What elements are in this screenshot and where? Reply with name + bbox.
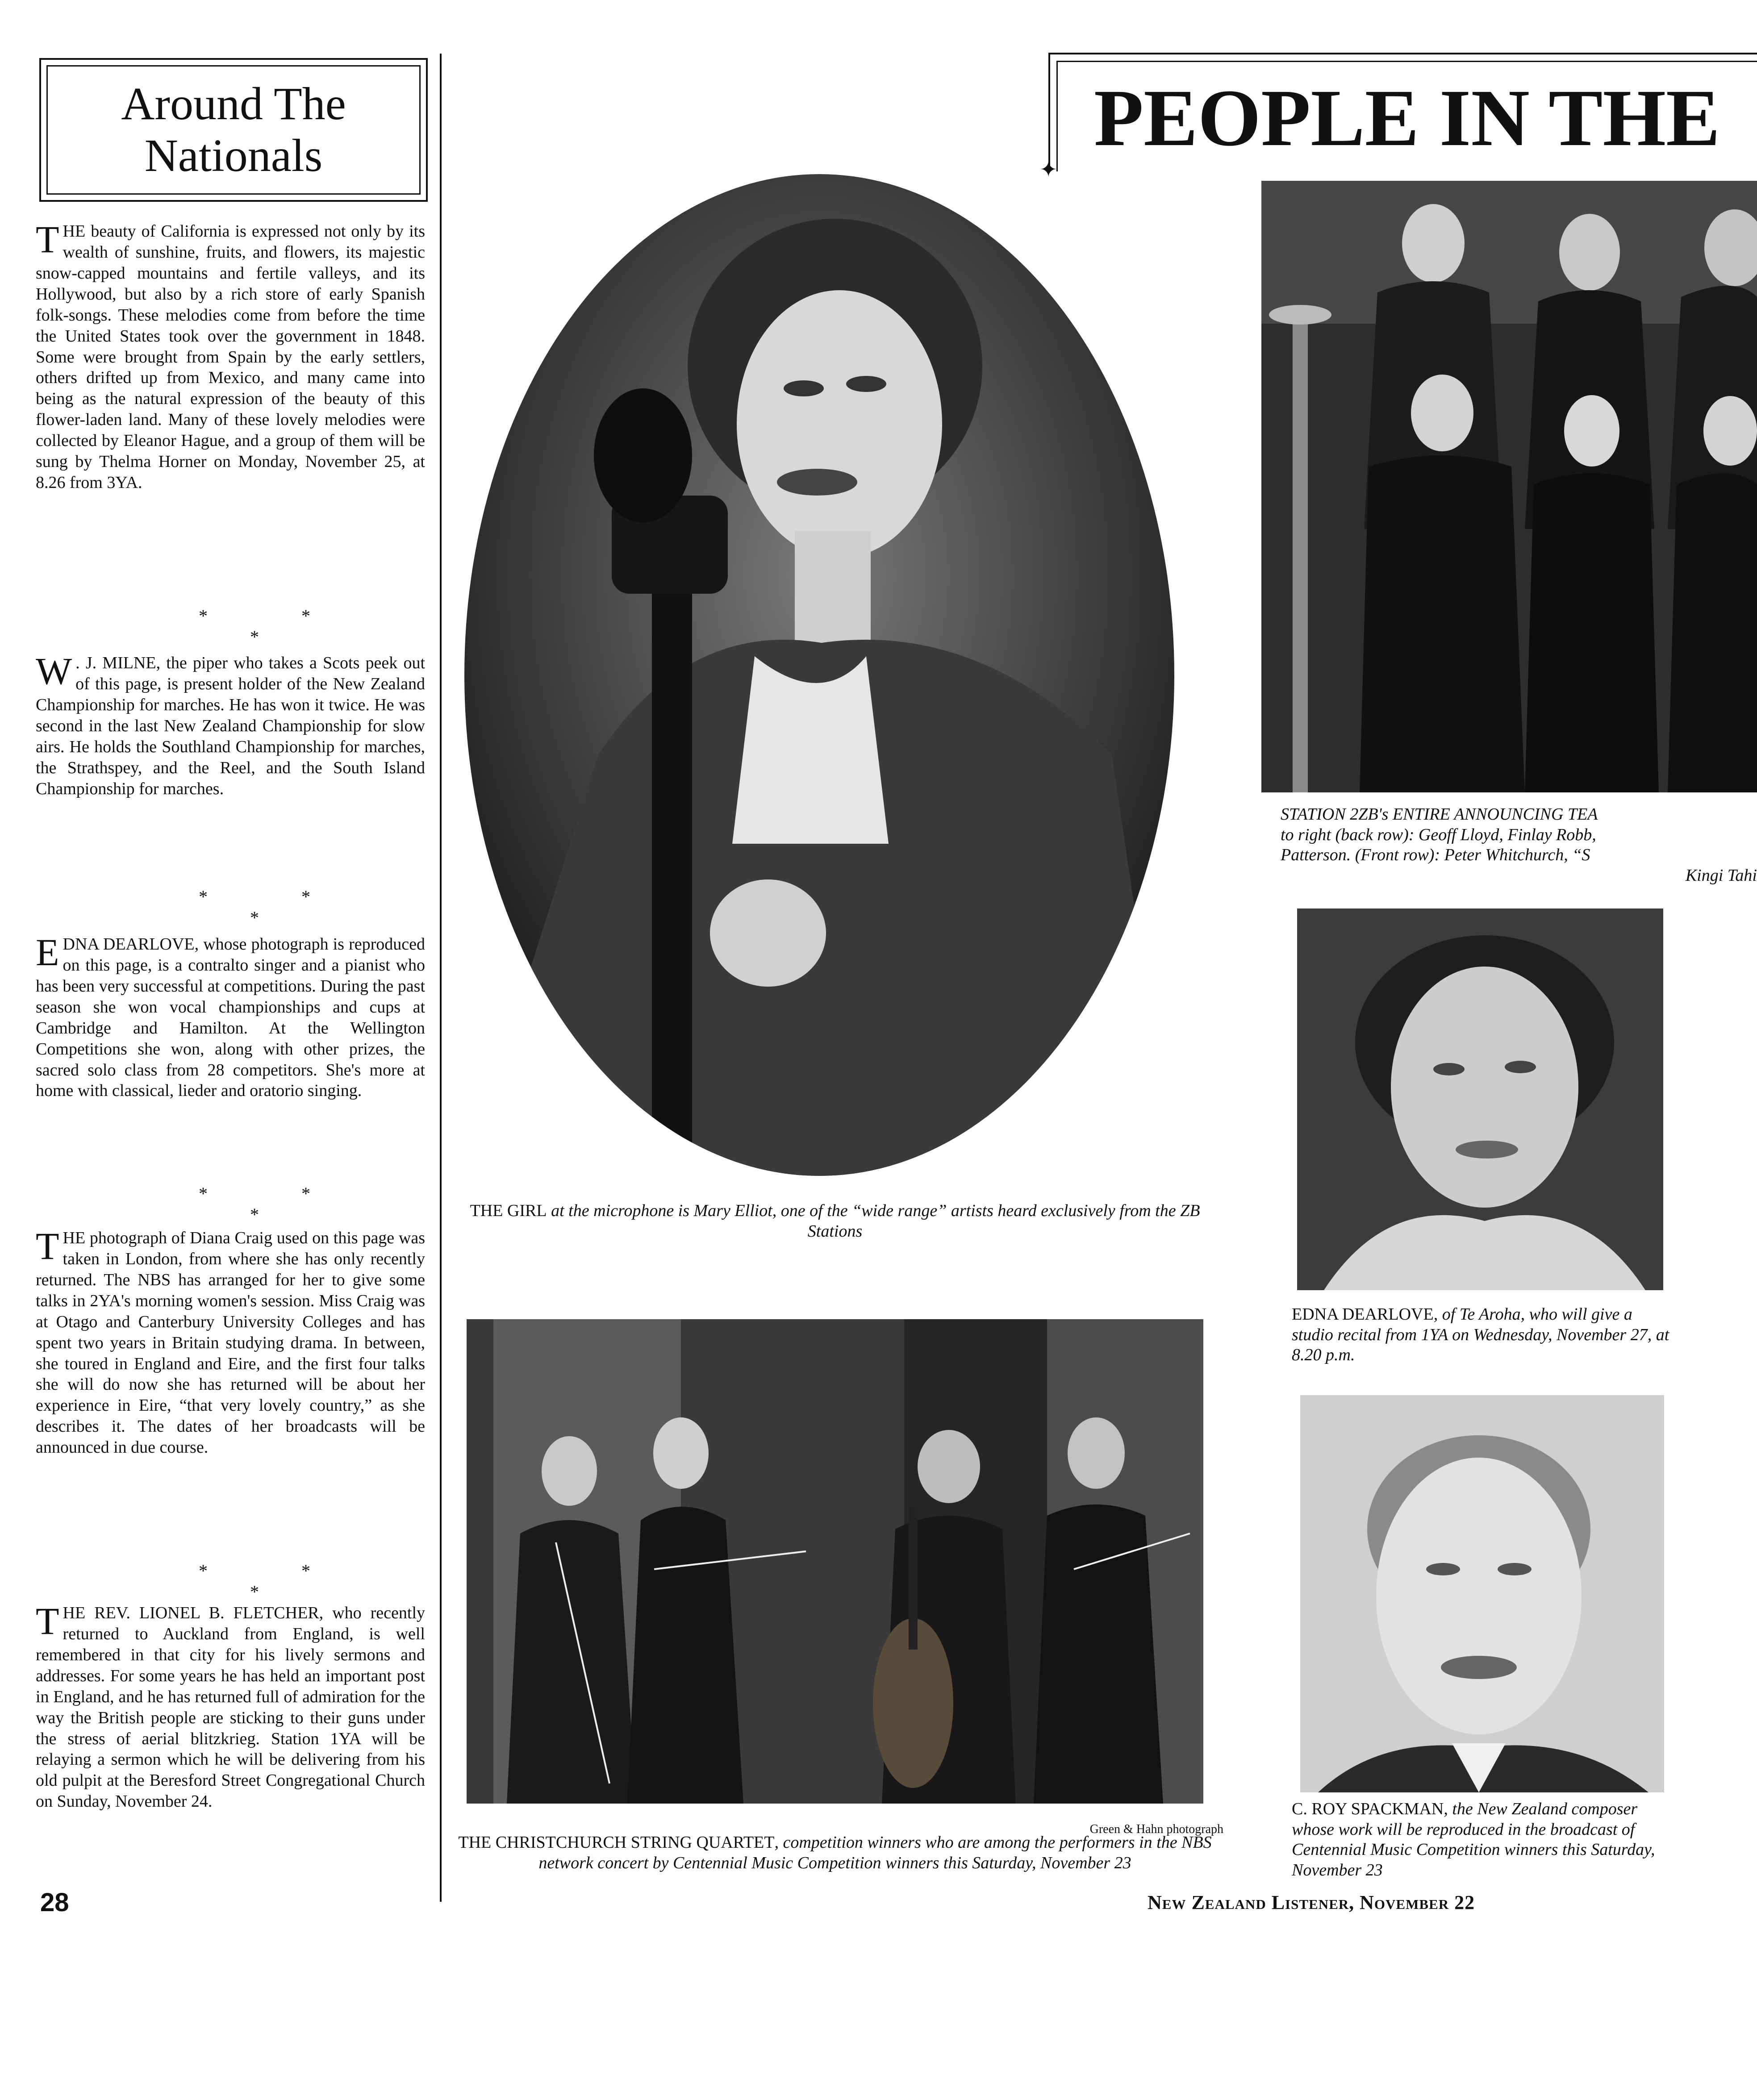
- article-california: THE beauty of California is expressed not only by its wealth of sunshine, fruits, and flowers, its majestic snow-capped mountains and fertile valleys, and its Hollywood, but also by a rich store of early Spanish folk-songs. These melodies come from before the time the United States took over the government in 1848. Some were brought from Spain by the early settlers, others drifted up from Mexico, and many came into being as the natural expression of the beauty of this flower-laden land. Many of these lovely melodies were collected by Eleanor Hague, and a group of them will be sung by Thelma Horner on Monday, November 25, at 8.26 from 3YA.: [36, 218, 425, 492]
- caption-string-quartet: THE CHRISTCHURCH STRING QUARTET, competition winners who are among the performers in the NBS network concert by Centennial Music Competition winners this Saturday, November 23: [458, 1833, 1212, 1872]
- drop-cap: E: [36, 931, 59, 974]
- drop-cap: T: [36, 1600, 59, 1642]
- photo-string-quartet: [467, 1319, 1203, 1804]
- section-separator: * * *: [199, 887, 355, 928]
- article-craig: THE photograph of Diana Craig used on this page was taken in London, from where she has only recently returned. The NBS has arranged for her to give some talks in 2YA's morning women's session. Miss Craig was at Otago and Canterbury University Colleges and has spent two years in Britain studying drama. In between, she toured in England and Eire, and the first four talks she will do now she has returned will be about her experience in Eire, “that very lovely country,” as she describes it. The dates of her broadcasts will be announced in due course.: [36, 1225, 425, 1457]
- column-title-box: [39, 58, 428, 202]
- section-separator: * * *: [199, 606, 355, 647]
- article-fletcher: THE REV. LIONEL B. FLETCHER, who recently returned to Auckland from England, is well remembered in that city for his lively sermons and addresses. For some years he has held an important post in England, and he has returned full of admiration for the way the British people are sticking to their guns under the stress of aerial blitzkrieg. Station 1YA will be relaying a sermon which he will be delivering from his old pulpit at the Beresford Street Congregational Church on Sunday, November 24.: [36, 1600, 425, 1811]
- drop-cap: T: [36, 1225, 59, 1267]
- caption-roy-spackman: C. ROY SPACKMAN, the New Zealand composer whose work will be reproduced in the broadcast of Centennial Music Competition winners this Saturday, November 23: [1292, 1800, 1655, 1879]
- photo-edna-dearlove: [1297, 908, 1663, 1290]
- photo-credit: Green & Hahn photograph: [1089, 1822, 1223, 1836]
- caption-mary-elliot: THE GIRL at the microphone is Mary Elliot, one of the “wide range” artists heard exclusively from the ZB Stations: [470, 1201, 1200, 1241]
- running-footer: New Zealand Listener, November 22: [1148, 1892, 1475, 1913]
- article-dearlove: EDNA DEARLOVE, whose photograph is reproduced on this page, is a contralto singer and a pianist who has been very successful at competitions. During the past season she won vocal championships and cups at Cambridge and Hamilton. At the Wellington Competitions she won, along with other prizes, the sacred solo class from 28 competitors. She's more at home with classical, lieder and oratorio singing.: [36, 931, 425, 1100]
- page-number: 28: [40, 1888, 69, 1917]
- section-separator: * * *: [199, 1561, 355, 1602]
- photo-roy-spackman: [1300, 1395, 1664, 1792]
- photo-mary-elliot: [464, 174, 1174, 1176]
- caption-station-2zb: STATION 2ZB's ENTIRE ANNOUNCING TEA to right (back row): Geoff Lloyd, Finlay Robb, Patterson. (Front row): Peter Whitchurch, “S Kingi Tahi: [1281, 805, 1757, 885]
- article-milne: W . J. MILNE, the piper who takes a Scots peek out of this page, is present holder of the New Zealand Championship for marches. He has won it twice. He was second in the last New Zealand Championship for slow airs. He holds the Southland Championship for marches, the Strathspey, and the Reel, and the South Island Championship for marches.: [36, 650, 425, 798]
- drop-cap: T: [36, 218, 59, 261]
- section-separator: * * *: [199, 1183, 355, 1225]
- ornament-icon: ✦: [1039, 158, 1058, 182]
- page-heading: PEOPLE IN THE: [1094, 73, 1720, 163]
- caption-edna-dearlove: EDNA DEARLOVE, of Te Aroha, who will give a studio recital from 1YA on Wednesday, November 27, at 8.20 p.m.: [1292, 1305, 1669, 1365]
- drop-cap: W: [36, 650, 72, 692]
- column-title: Around The Nationals: [121, 78, 346, 181]
- photo-station-2zb-team: [1261, 181, 1757, 792]
- column-rule: [440, 54, 442, 1902]
